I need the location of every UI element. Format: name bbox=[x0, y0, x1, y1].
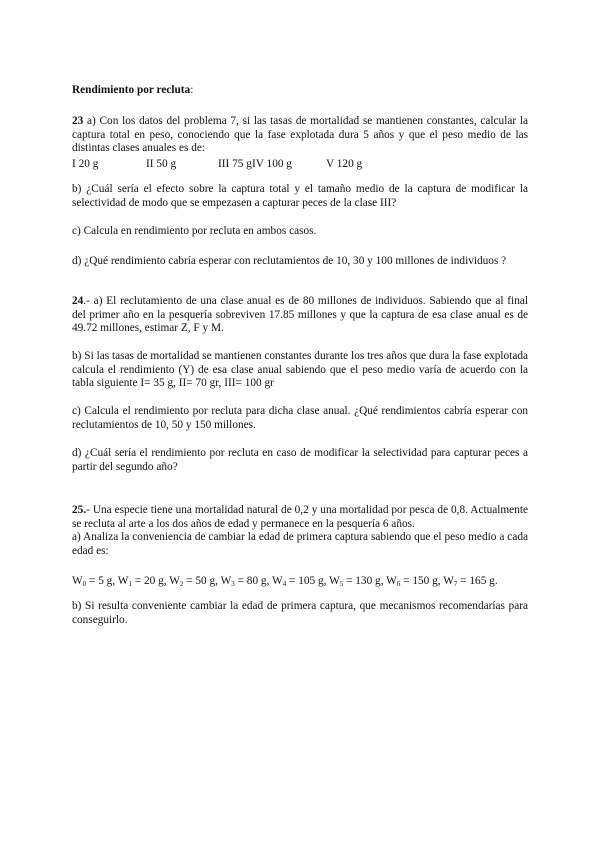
problem-23-size-classes bbox=[72, 158, 528, 172]
problem-24-text: .- a) El reclutamiento de una clase anual es de 80 millones de individuos. Sabiendo que al final del primer año en la pesquería sobreviven 17.85 millones y que la captura de esa clase anual es de 49.72 millones, estimar Z, F y M. bbox=[72, 295, 528, 334]
problem-24-intro bbox=[72, 295, 528, 336]
weight-w6: $W_6 = 150$ g bbox=[386, 575, 438, 588]
problem-23-b: b) ¿Cuál sería el efecto sobre la captura total y el tamaño medio de la captura de modificar la selectividad de modo que se empezasen a capturar peces de la clase III? bbox=[72, 183, 528, 209]
problem-24-c: c) Calcula el rendimiento por recluta para dicha clase anual. ¿Qué rendimientos cabría esperar con reclutamientos de 10, 50 y 150 millones. bbox=[72, 405, 528, 431]
problem-23-d: d) ¿Qué rendimiento cabría esperar con reclutamientos de 10, 30 y 100 millones de individuos ? bbox=[72, 255, 507, 267]
weight-w7: $W_7 = 165$ g bbox=[443, 575, 495, 588]
heading-colon: : bbox=[190, 84, 194, 96]
problem-25-number: 25. bbox=[72, 504, 87, 516]
problem-23-number: 23 bbox=[72, 115, 84, 127]
problem-23-c: c) Calcula en rendimiento por recluta en ambos casos. bbox=[72, 225, 317, 237]
weights-by-age: $W_0 = 5$ g, $W_1 = 20$ g, $W_2 = 50$ g, $W_3 = 80$ g, $W_4 = 105$ g, $W_5 = 130$ g, $W_6 = 150$ g, $W_7 = 165$ g. bbox=[72, 575, 498, 588]
weight-w4: $W_4 = 105$ g bbox=[272, 575, 324, 588]
size-class-5: V 120 g bbox=[326, 158, 363, 170]
problem-25-a: a) Analiza la conveniencia de cambiar la edad de primera captura sabiendo que el peso medio a cada edad es: bbox=[72, 531, 528, 557]
size-class-4: IV 100 g bbox=[252, 158, 292, 170]
size-class-2: II 50 g bbox=[146, 158, 177, 170]
weight-w2: $W_2 = 50$ g bbox=[169, 575, 216, 588]
weight-w5: $W_5 = 130$ g bbox=[329, 575, 381, 588]
size-class-3: III 75 g bbox=[218, 158, 252, 170]
problem-25-intro bbox=[72, 504, 528, 531]
weight-w1: $W_1 = 20$ g bbox=[117, 575, 164, 588]
section-heading: Rendimiento por recluta bbox=[72, 84, 191, 96]
size-class-1: I 20 g bbox=[72, 158, 99, 170]
problem-25-b: b) Si resulta conveniente cambiar la edad de primera captura, que mecanismos recomendarías para conseguirlo. bbox=[72, 600, 528, 626]
problem-25-text: - Una especie tiene una mortalidad natural de 0,2 y una mortalidad por pesca de 0,8. Actualmente se recluta al arte a los dos años de edad y permanece en la pesquería 6 años. bbox=[72, 504, 528, 530]
weight-w3: $W_3 = 80$ g bbox=[220, 575, 267, 588]
problem-23-intro bbox=[72, 115, 528, 156]
problem-23-text: a) Con los datos del problema 7, si las tasas de mortalidad se mantienen constantes, calcular la captura total en peso, conociendo que la fase explotada dura 5 años y que el peso medio de las distintas clases anuales es de: bbox=[72, 115, 528, 154]
problem-24-d: d) ¿Cuál sería el rendimiento por recluta en caso de modificar la selectividad para capturar peces a partir del segundo año? bbox=[72, 447, 528, 473]
weight-w0: $W_0 = 5$ g bbox=[72, 575, 113, 588]
problem-24-number: 24 bbox=[72, 295, 84, 307]
section-title bbox=[72, 84, 528, 98]
problem-24-b: b) Si las tasas de mortalidad se mantienen constantes durante los tres años que dura la fase explotada calcula el rendimiento (Y) de esa clase anual sabiendo que el peso medio varía de acuerdo con la tabla siguiente I= 35 g, II= 70 gr, III= 100 gr bbox=[72, 350, 528, 389]
